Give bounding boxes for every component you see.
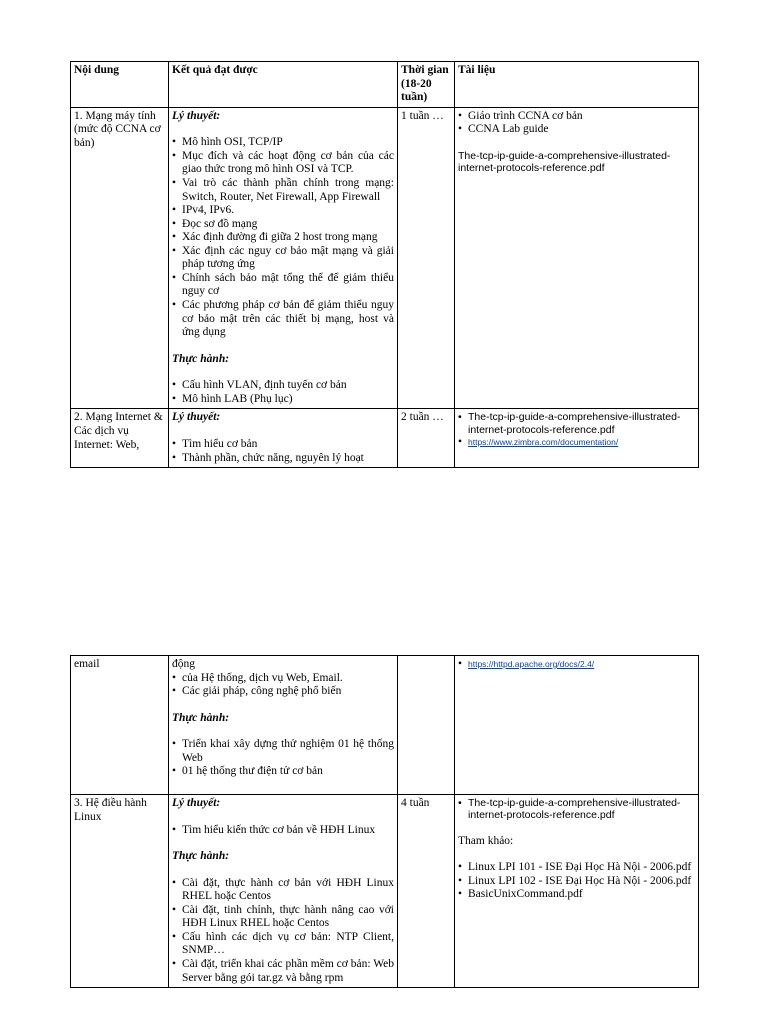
list-item: • Tìm hiểu cơ bản [172, 438, 394, 452]
row2-time: 2 tuần … [398, 409, 455, 468]
row3-time: 4 tuần [398, 794, 455, 987]
theory-list [172, 136, 394, 339]
docs-list [458, 658, 695, 672]
list-item: • Mục đích và các hoạt động cơ bản của các giao thức trong mô hình OSI và TCP. [172, 150, 394, 177]
table-row [71, 794, 699, 987]
docs-list [458, 411, 695, 449]
list-item: • CCNA Lab guide [458, 123, 695, 137]
table-row [71, 656, 699, 795]
curriculum-table-page-2 [70, 655, 699, 988]
practice-title: Thực hành: [172, 711, 230, 724]
list-item: • The-tcp-ip-guide-a-comprehensive-illustrated-internet-protocols-reference.pdf [458, 411, 695, 436]
docs-ref-title: Tham khảo: [458, 834, 514, 847]
row1-results [169, 107, 398, 409]
docs-ref-list [458, 861, 695, 902]
table-row [71, 409, 699, 468]
theory-list [172, 824, 394, 838]
list-item: • của Hệ thống, dịch vụ Web, Email. [172, 672, 394, 686]
list-item: • 01 hệ thống thư điện tử cơ bản [172, 765, 394, 779]
list-item: • Tìm hiểu kiến thức cơ bản về HĐH Linux [172, 824, 394, 838]
practice-title: Thực hành: [172, 850, 230, 863]
row3-topic: 3. Hệ điều hành Linux [71, 794, 169, 987]
list-item: • Thành phần, chức năng, nguyên lý hoạt [172, 452, 394, 466]
list-item: • Xác định đường đi giữa 2 host trong mạng [172, 231, 394, 245]
practice-title: Thực hành: [172, 352, 230, 365]
list-item: • Giáo trình CCNA cơ bản [458, 110, 695, 124]
list-item: • The-tcp-ip-guide-a-comprehensive-illustrated-internet-protocols-reference.pdf [458, 797, 695, 822]
list-item: • Cấu hình VLAN, định tuyến cơ bản [172, 379, 394, 393]
docs-list [458, 110, 695, 137]
list-item: • Cài đặt, tinh chỉnh, thực hành nâng cao với HĐH Linux RHEL hoặc Centos [172, 904, 394, 931]
curriculum-table-page-1 [70, 61, 699, 468]
list-item: • BasicUnixCommand.pdf [458, 888, 695, 902]
header-results: Kết quả đạt được [169, 62, 398, 108]
theory-list [172, 672, 394, 699]
header-docs: Tài liệu [455, 62, 699, 108]
docs-list [458, 797, 695, 822]
theory-list [172, 438, 394, 465]
list-item: • Mô hình OSI, TCP/IP [172, 136, 394, 150]
row1-docs [455, 107, 699, 409]
apache-doc-link[interactable]: https://httpd.apache.org/docs/2.4/ [468, 659, 595, 669]
practice-list [172, 379, 394, 406]
practice-list [172, 877, 394, 986]
list-item: • Linux LPI 101 - ISE Đại Học Hà Nội - 2006.pdf [458, 861, 695, 875]
row1-topic: 1. Mạng máy tính (mức độ CCNA cơ bản) [71, 107, 169, 409]
practice-list [172, 738, 394, 779]
list-item: • Cài đặt, thực hành cơ bản với HĐH Linux RHEL hoặc Centos [172, 877, 394, 904]
header-content: Nội dung [71, 62, 169, 108]
list-item: • Các giải pháp, công nghệ phổ biến [172, 685, 394, 699]
row2-topic-cont: email [71, 656, 169, 795]
list-item: • Đọc sơ đồ mạng [172, 218, 394, 232]
row2-topic: 2. Mạng Internet & Các dịch vụ Internet: Web, [71, 409, 169, 468]
table-row [71, 107, 699, 409]
list-item: • Các phương pháp cơ bản để giảm thiểu nguy cơ bảo mật trên các thiết bị mạng, host và ứng dụng [172, 299, 394, 340]
table-header-row [71, 62, 699, 108]
row1-time: 1 tuần … [398, 107, 455, 409]
row2-docs-part1 [455, 409, 699, 468]
row3-results [169, 794, 398, 987]
docs-extra: The-tcp-ip-guide-a-comprehensive-illustrated-internet-protocols-reference.pdf [458, 149, 671, 175]
list-item: • Linux LPI 102 - ISE Đại Học Hà Nội - 2006.pdf [458, 875, 695, 889]
list-item: • Xác định các nguy cơ bảo mật mạng và giải pháp tương ứng [172, 245, 394, 272]
header-time: Thời gian (18-20 tuần) [398, 62, 455, 108]
theory-continued: động [172, 658, 195, 670]
theory-title: Lý thuyết: [172, 796, 221, 809]
row2-docs-part2 [455, 656, 699, 795]
list-item [458, 658, 695, 672]
list-item: • Vai trò các thành phần chính trong mạng: Switch, Router, Net Firewall, App Firewall [172, 177, 394, 204]
theory-title: Lý thuyết: [172, 109, 221, 122]
zimbra-doc-link[interactable]: https://www.zimbra.com/documentation/ [468, 437, 619, 448]
row2-results-part1 [169, 409, 398, 468]
row3-docs [455, 794, 699, 987]
list-item: • IPv4, IPv6. [172, 204, 394, 218]
list-item [458, 436, 695, 450]
list-item: • Triển khai xây dựng thử nghiệm 01 hệ thống Web [172, 738, 394, 765]
list-item: • Mô hình LAB (Phụ lục) [172, 393, 394, 407]
row2-time-cont [398, 656, 455, 795]
list-item: • Chính sách bảo mật tổng thể để giảm thiểu nguy cơ [172, 272, 394, 299]
theory-title: Lý thuyết: [172, 411, 221, 424]
list-item: • Cài đặt, triển khai các phần mềm cơ bản: Web Server bằng gói tar.gz và bằng rpm [172, 958, 394, 985]
list-item: • Cấu hình các dịch vụ cơ bản: NTP Client, SNMP… [172, 931, 394, 958]
row2-results-part2 [169, 656, 398, 795]
